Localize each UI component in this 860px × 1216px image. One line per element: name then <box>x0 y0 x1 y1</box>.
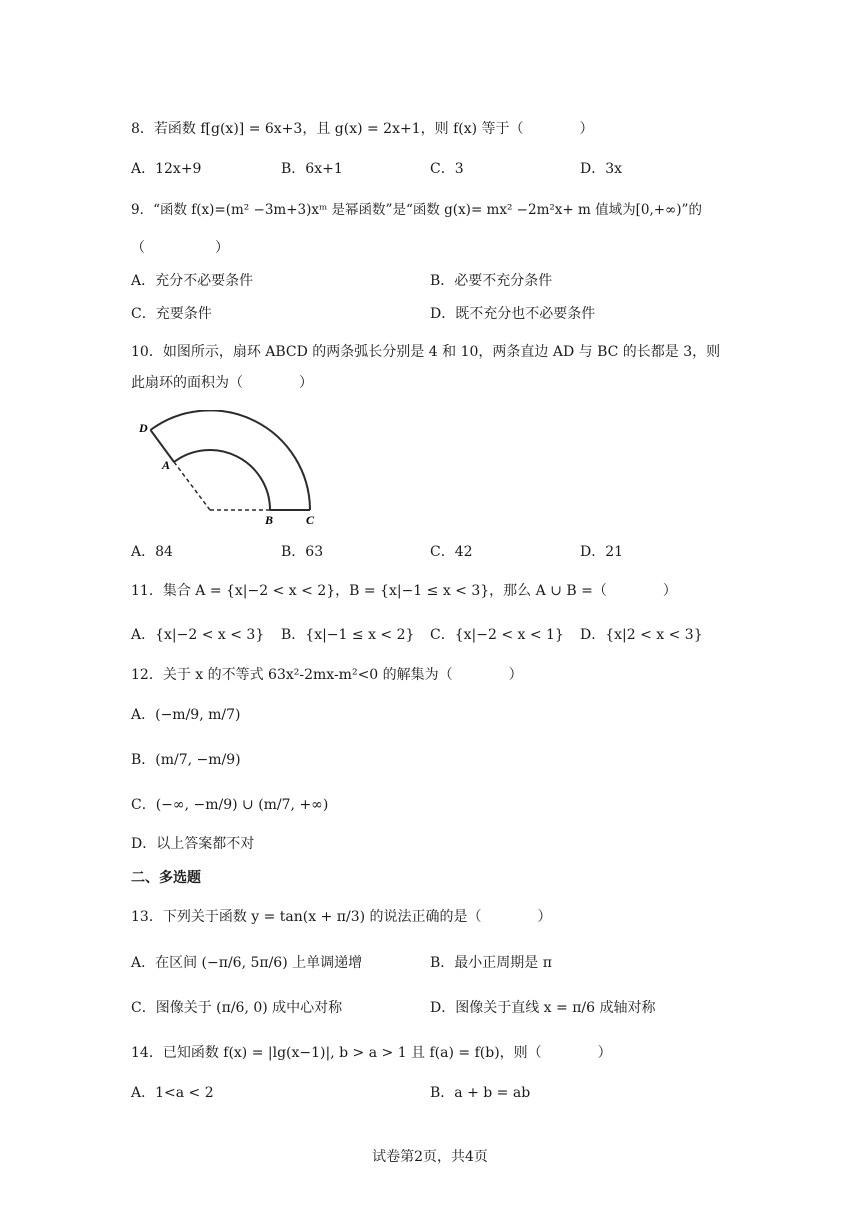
q8-option-d: D．3x <box>580 161 623 177</box>
q9-option-a: A．充分不必要条件 <box>131 273 254 289</box>
sector-ring-figure <box>131 410 331 530</box>
q12-stem: 12．关于 x 的不等式 63x²-2mx-m²<0 的解集为（ ） <box>131 667 523 683</box>
q14-option-b: B．a + b = ab <box>430 1085 531 1101</box>
q14-option-a: A．1<a < 2 <box>131 1085 214 1101</box>
q10-option-a: A．84 <box>131 544 173 560</box>
q12-option-b: B．(m/7, −m/9) <box>131 752 241 768</box>
q9-option-d: D．既不充分也不必要条件 <box>430 306 596 322</box>
section-heading-multiple-choice: 二、多选题 <box>131 870 201 886</box>
q11-option-d: D．{x|2 < x < 3} <box>580 627 703 643</box>
q11-option-c: C．{x|−2 < x < 1} <box>430 627 564 643</box>
page-footer: 试卷第2页，共4页 <box>372 1149 488 1165</box>
q10-option-b: B．63 <box>281 544 324 560</box>
label-d: D <box>139 421 148 435</box>
q12-option-c: C．(−∞, −m/9) ∪ (m/7, +∞) <box>131 797 329 813</box>
q8-stem: 8．若函数 f[g(x)] = 6x+3，且 g(x) = 2x+1，则 f(x) 等于（ ） <box>131 121 594 137</box>
q11-option-b: B．{x|−1 ≤ x < 2} <box>281 627 415 643</box>
dashed-radius-a <box>174 462 210 510</box>
q13-stem: 13．下列关于函数 y = tan(x + π/3) 的说法正确的是（ ） <box>131 909 552 925</box>
q11-option-a: A．{x|−2 < x < 3} <box>131 627 265 643</box>
q9-paren: （ ） <box>131 240 229 256</box>
q13-option-c: C．图像关于 (π/6, 0) 成中心对称 <box>131 1000 343 1016</box>
q9-option-b: B．必要不充分条件 <box>430 273 553 289</box>
q12-option-a: A．(−m/9, m/7) <box>131 707 241 723</box>
label-b: B <box>265 513 274 527</box>
q13-option-a: A．在区间 (−π/6, 5π/6) 上单调递增 <box>131 955 363 971</box>
q10-option-c: C．42 <box>430 544 473 560</box>
label-c: C <box>306 513 315 527</box>
q8-option-b: B．6x+1 <box>281 161 343 177</box>
q8-option-c: C．3 <box>430 161 464 177</box>
label-a: A <box>162 458 171 472</box>
q10-stem-line2: 此扇环的面积为（ ） <box>131 375 313 391</box>
q13-option-b: B．最小正周期是 π <box>430 955 552 971</box>
q9-stem: 9．“函数 f(x)=(m² −3m+3)xᵐ 是幂函数”是“函数 g(x)= mx² −2m²x+ m 值域为[0,+∞)”的 <box>131 202 702 218</box>
q14-stem: 14．已知函数 f(x) = |lg(x−1)|, b > a > 1 且 f(a) = f(b)，则（ ） <box>131 1045 612 1061</box>
q9-option-c: C．充要条件 <box>131 306 212 322</box>
outer-arc <box>151 410 311 510</box>
q11-stem: 11．集合 A = {x|−2 < x < 2}，B = {x|−1 ≤ x < 3}，那么 A ∪ B =（ ） <box>131 583 677 599</box>
q10-option-d: D．21 <box>580 544 624 560</box>
q12-option-d: D．以上答案都不对 <box>131 836 255 852</box>
q8-option-a: A．12x+9 <box>131 161 202 177</box>
q10-stem-line1: 10．如图所示，扇环 ABCD 的两条弧长分别是 4 和 10，两条直边 AD 与 BC 的长都是 3，则 <box>131 344 721 360</box>
q13-option-d: D．图像关于直线 x = π/6 成轴对称 <box>430 1000 656 1016</box>
